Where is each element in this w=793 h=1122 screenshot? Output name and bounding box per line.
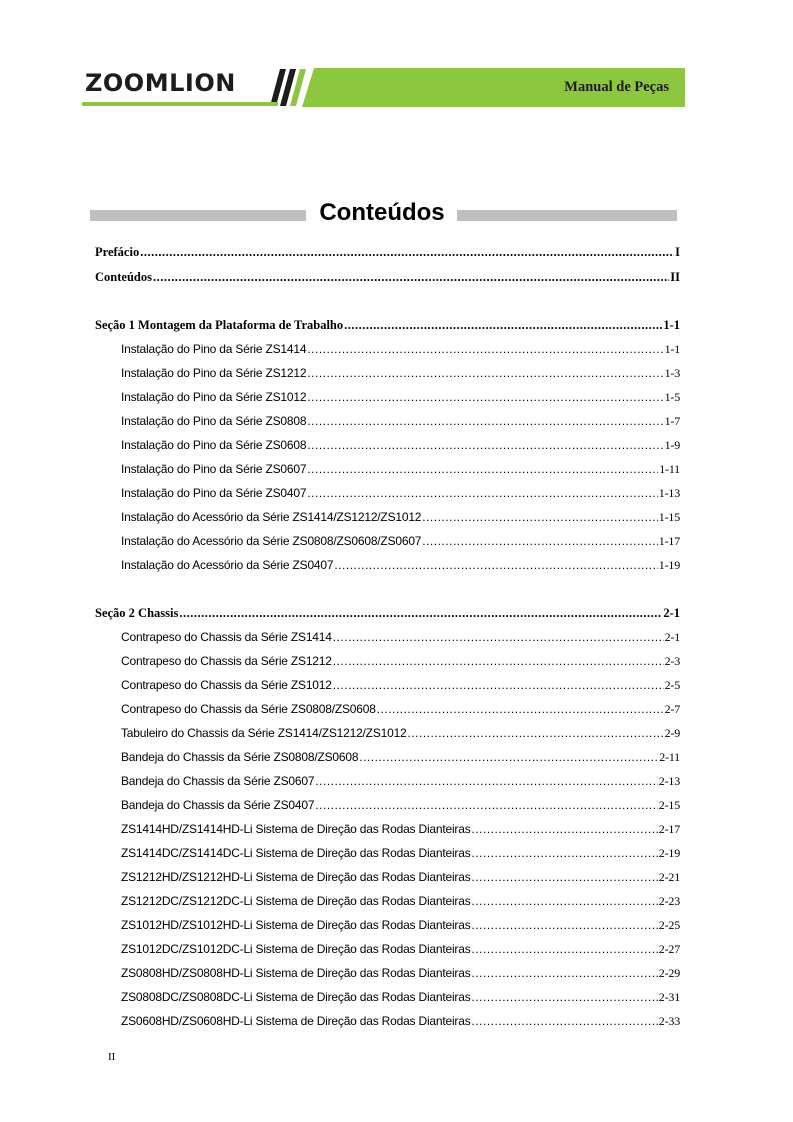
title-bar-left: [90, 210, 306, 221]
toc-item[interactable]: [121, 675, 680, 695]
toc-item-page: 2-19: [658, 846, 680, 860]
toc-item-label: ZS0808HD/ZS0808HD-Li Sistema de Direção das Rodas Dianteiras: [121, 966, 471, 980]
toc-item-label: Instalação do Acessório da Série ZS1414/ZS1212/ZS1012: [121, 510, 422, 524]
contents-title-row: [90, 200, 677, 230]
toc-leader-dots: [307, 363, 663, 383]
toc-leader-dots: [307, 411, 663, 431]
toc-item-label: ZS1414DC/ZS1414DC-Li Sistema de Direção das Rodas Dianteiras: [121, 846, 471, 860]
toc-leader-dots: [307, 483, 657, 503]
toc-item-label: Instalação do Pino da Série ZS0608: [121, 438, 307, 452]
toc-item-label: Contrapeso do Chassis da Série ZS0808/ZS0608: [121, 702, 376, 716]
toc-item[interactable]: [121, 483, 680, 503]
toc-leader-dots: [315, 771, 657, 791]
toc-leader-dots: [153, 267, 669, 287]
toc-item-page: 1-3: [664, 366, 680, 380]
toc-item-page: 1-15: [658, 510, 680, 524]
manual-title: Manual de Peças: [564, 79, 669, 95]
toc-item[interactable]: [121, 555, 680, 575]
toc-section-page: 1-1: [663, 318, 680, 332]
toc-item[interactable]: [121, 507, 680, 527]
toc-item-page: 2-11: [659, 750, 680, 764]
toc-leader-dots: [307, 459, 658, 479]
toc-item[interactable]: [121, 387, 680, 407]
toc-item-label: Instalação do Pino da Série ZS0808: [121, 414, 307, 428]
toc-item[interactable]: [121, 651, 680, 671]
toc-item-page: 2-9: [664, 726, 680, 740]
toc-item-label: Bandeja do Chassis da Série ZS0407: [121, 798, 315, 812]
toc-leader-dots: [472, 1011, 658, 1031]
zoomlion-logo: ZOOMLION: [85, 69, 236, 97]
toc-item-page: 2-3: [664, 654, 680, 668]
logo-stripes-icon: [270, 69, 310, 106]
toc-leader-dots: [307, 339, 663, 359]
toc-section-page: 2-1: [663, 606, 680, 620]
toc-item-label: Instalação do Pino da Série ZS1212: [121, 366, 307, 380]
toc-leader-dots: [333, 627, 664, 647]
toc-item[interactable]: [121, 723, 680, 743]
toc-item-page: 2-21: [658, 870, 680, 884]
toc-leader-dots: [179, 603, 662, 623]
toc-entry-conteudos[interactable]: [95, 267, 680, 287]
toc-entry-label: Prefácio: [95, 245, 140, 259]
page-number: II: [108, 1051, 116, 1063]
toc-item[interactable]: [121, 843, 680, 863]
toc-item-page: 1-1: [664, 342, 680, 356]
toc-item-label: Tabuleiro do Chassis da Série ZS1414/ZS1212/ZS1012: [121, 726, 407, 740]
toc-entry-prefacio[interactable]: [95, 242, 680, 262]
toc-item-label: Instalação do Pino da Série ZS1012: [121, 390, 307, 404]
toc-item[interactable]: [121, 339, 680, 359]
toc-item-label: Instalação do Pino da Série ZS0607: [121, 462, 307, 476]
toc-leader-dots: [307, 387, 663, 407]
toc-item-page: 1-9: [664, 438, 680, 452]
toc-item-page: 1-19: [658, 558, 680, 572]
toc-leader-dots: [344, 315, 662, 335]
toc-item-label: Bandeja do Chassis da Série ZS0607: [121, 774, 315, 788]
toc-item-page: 2-27: [658, 942, 680, 956]
toc-item[interactable]: [121, 795, 680, 815]
toc-section-2[interactable]: [95, 603, 680, 623]
toc-item[interactable]: [121, 771, 680, 791]
page-header: [82, 68, 685, 107]
toc-item-page: 1-5: [664, 390, 680, 404]
toc-section-label: Seção 2 Chassis: [95, 606, 179, 620]
toc-section-label: Seção 1 Montagem da Plataforma de Trabalho: [95, 318, 344, 332]
toc-item-page: 2-13: [658, 774, 680, 788]
toc-leader-dots: [472, 867, 658, 887]
toc-item-page: 2-31: [658, 990, 680, 1004]
toc-leader-dots: [472, 843, 658, 863]
toc-item[interactable]: [121, 699, 680, 719]
toc-item[interactable]: [121, 435, 680, 455]
toc-item[interactable]: [121, 987, 680, 1007]
toc-item-label: ZS0608HD/ZS0608HD-Li Sistema de Direção das Rodas Dianteiras: [121, 1014, 471, 1028]
toc-item[interactable]: [121, 819, 680, 839]
toc-item-page: 2-17: [658, 822, 680, 836]
page-title: Conteúdos: [319, 199, 445, 226]
logo-underline: [82, 102, 278, 106]
toc-leader-dots: [377, 699, 664, 719]
toc-leader-dots: [140, 242, 674, 262]
toc-item-label: Contrapeso do Chassis da Série ZS1414: [121, 630, 332, 644]
toc-item[interactable]: [121, 747, 680, 767]
toc-item-label: Instalação do Acessório da Série ZS0808/ZS0608/ZS0607: [121, 534, 422, 548]
toc-item-page: 2-1: [664, 630, 680, 644]
toc-item-page: 2-29: [658, 966, 680, 980]
toc-leader-dots: [408, 723, 664, 743]
toc-item-label: Contrapeso do Chassis da Série ZS1212: [121, 654, 332, 668]
toc-item-label: ZS1012HD/ZS1012HD-Li Sistema de Direção das Rodas Dianteiras: [121, 918, 471, 932]
toc-section-1[interactable]: [95, 315, 680, 335]
toc-item-page: 1-7: [664, 414, 680, 428]
toc-item[interactable]: [121, 867, 680, 887]
toc-leader-dots: [472, 987, 658, 1007]
toc-item-page: 2-15: [658, 798, 680, 812]
toc-item[interactable]: [121, 1011, 680, 1031]
toc-item-label: ZS1414HD/ZS1414HD-Li Sistema de Direção das Rodas Dianteiras: [121, 822, 471, 836]
toc-item[interactable]: [121, 627, 680, 647]
toc-item-label: ZS0808DC/ZS0808DC-Li Sistema de Direção das Rodas Dianteiras: [121, 990, 471, 1004]
toc-leader-dots: [472, 891, 658, 911]
toc-item-label: Instalação do Pino da Série ZS0407: [121, 486, 307, 500]
toc-item[interactable]: [121, 939, 680, 959]
toc-leader-dots: [472, 939, 658, 959]
toc-item[interactable]: [121, 363, 680, 383]
toc-item-label: ZS1012DC/ZS1012DC-Li Sistema de Direção das Rodas Dianteiras: [121, 942, 471, 956]
title-bar-right: [457, 210, 677, 221]
toc-item-page: 2-23: [658, 894, 680, 908]
toc-entry-page: I: [675, 245, 680, 259]
toc-item[interactable]: [121, 891, 680, 911]
toc-item-page: 1-17: [658, 534, 680, 548]
toc-leader-dots: [422, 507, 658, 527]
toc-item-page: 2-25: [658, 918, 680, 932]
toc-leader-dots: [334, 555, 657, 575]
toc-leader-dots: [307, 435, 663, 455]
toc-item-label: Instalação do Acessório da Série ZS0407: [121, 558, 334, 572]
toc-leader-dots: [359, 747, 658, 767]
toc-item[interactable]: [121, 411, 680, 431]
toc-item-page: 2-7: [664, 702, 680, 716]
toc-item-page: 2-5: [664, 678, 680, 692]
toc-leader-dots: [333, 651, 664, 671]
toc-item-page: 2-33: [658, 1014, 680, 1028]
toc-leader-dots: [422, 531, 658, 551]
toc-item[interactable]: [121, 531, 680, 551]
toc-entry-label: Conteúdos: [95, 270, 152, 284]
toc-entry-page: II: [670, 270, 680, 284]
toc-leader-dots: [315, 795, 657, 815]
toc-item[interactable]: [121, 459, 680, 479]
toc-item[interactable]: [121, 915, 680, 935]
toc-leader-dots: [472, 819, 658, 839]
toc-item[interactable]: [121, 963, 680, 983]
toc-item-page: 1-13: [658, 486, 680, 500]
toc-item-label: ZS1212HD/ZS1212HD-Li Sistema de Direção das Rodas Dianteiras: [121, 870, 471, 884]
toc-item-page: 1-11: [659, 462, 680, 476]
toc-leader-dots: [472, 915, 658, 935]
toc-leader-dots: [333, 675, 664, 695]
toc-item-label: ZS1212DC/ZS1212DC-Li Sistema de Direção das Rodas Dianteiras: [121, 894, 471, 908]
toc-item-label: Instalação do Pino da Série ZS1414: [121, 342, 307, 356]
toc-item-label: Bandeja do Chassis da Série ZS0808/ZS0608: [121, 750, 359, 764]
toc-leader-dots: [472, 963, 658, 983]
toc-item-label: Contrapeso do Chassis da Série ZS1012: [121, 678, 332, 692]
